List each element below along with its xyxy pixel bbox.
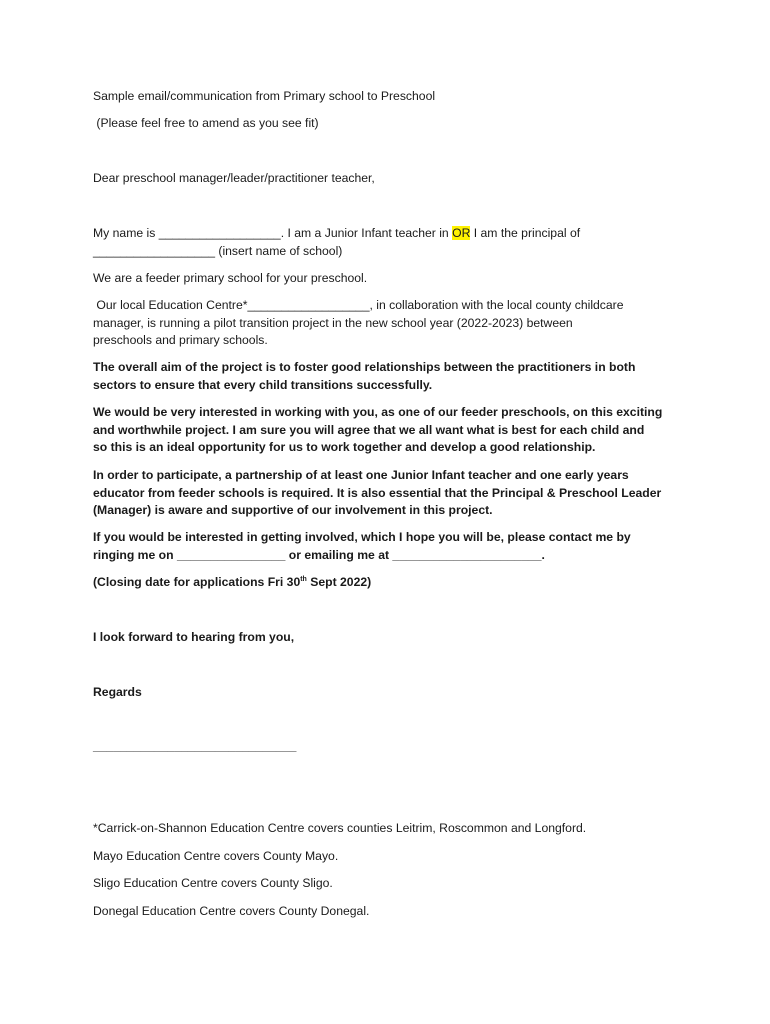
- intro-line-2: __________________ (insert name of school): [93, 244, 343, 258]
- aim-line-2: sectors to ensure that every child transitions successfully.: [93, 378, 433, 392]
- aim-line-1: The overall aim of the project is to foster good relationships between the practitioners in both: [93, 360, 636, 374]
- centre-line-2: manager, is running a pilot transition project in the new school year (2022-2023) between: [93, 316, 573, 330]
- participate-line-2: educator from feeder schools is required. It is also essential that the Principal & Preschool Leader: [93, 486, 662, 500]
- document-subheading: (Please feel free to amend as you see fit): [93, 116, 319, 130]
- closing-date-text: (Closing date for applications Fri 30: [93, 575, 301, 589]
- intro-line-1: [93, 225, 693, 243]
- regards-line: Regards: [93, 685, 142, 699]
- salutation: Dear preschool manager/leader/practitioner teacher,: [93, 171, 375, 185]
- closing-date-rest: Sept 2022): [306, 575, 372, 589]
- footnote-sligo: Sligo Education Centre covers County Sligo.: [93, 876, 333, 890]
- footnote-mayo: Mayo Education Centre covers County Mayo.: [93, 849, 339, 863]
- centre-line-3: preschools and primary schools.: [93, 333, 268, 347]
- contact-line-2: ringing me on ________________ or emailing me at ______________________.: [93, 548, 545, 562]
- closing-date: [93, 574, 693, 592]
- document-heading: Sample email/communication from Primary school to Preschool: [93, 89, 436, 103]
- signature-line: ______________________________: [93, 739, 297, 753]
- contact-line-1: If you would be interested in getting involved, which I hope you will be, please contact me by: [93, 530, 631, 544]
- footnote-donegal: Donegal Education Centre covers County Donegal.: [93, 904, 370, 918]
- interest-line-2: and worthwhile project. I am sure you will agree that we all want what is best for each child and: [93, 423, 645, 437]
- intro-text-a: My name is __________________. I am a Junior Infant teacher in: [93, 226, 453, 240]
- feeder-statement: We are a feeder primary school for your preschool.: [93, 271, 368, 285]
- look-forward-line: I look forward to hearing from you,: [93, 630, 295, 644]
- participate-line-3: (Manager) is aware and supportive of our involvement in this project.: [93, 503, 493, 517]
- participate-line-1: In order to participate, a partnership of at least one Junior Infant teacher and one early years: [93, 468, 629, 482]
- closing-date-suffix: th: [300, 575, 307, 583]
- interest-line-1: We would be very interested in working with you, as one of our feeder preschools, on this exciting: [93, 405, 663, 419]
- intro-text-b: I am the principal of: [470, 226, 581, 240]
- footnote-carrick: *Carrick-on-Shannon Education Centre covers counties Leitrim, Roscommon and Longford.: [93, 821, 587, 835]
- interest-line-3: so this is an ideal opportunity for us to work together and develop a good relationship.: [93, 440, 596, 454]
- highlighted-or: OR: [452, 226, 471, 240]
- centre-line-1: Our local Education Centre*__________________, in collaboration with the local county childcare: [93, 298, 624, 312]
